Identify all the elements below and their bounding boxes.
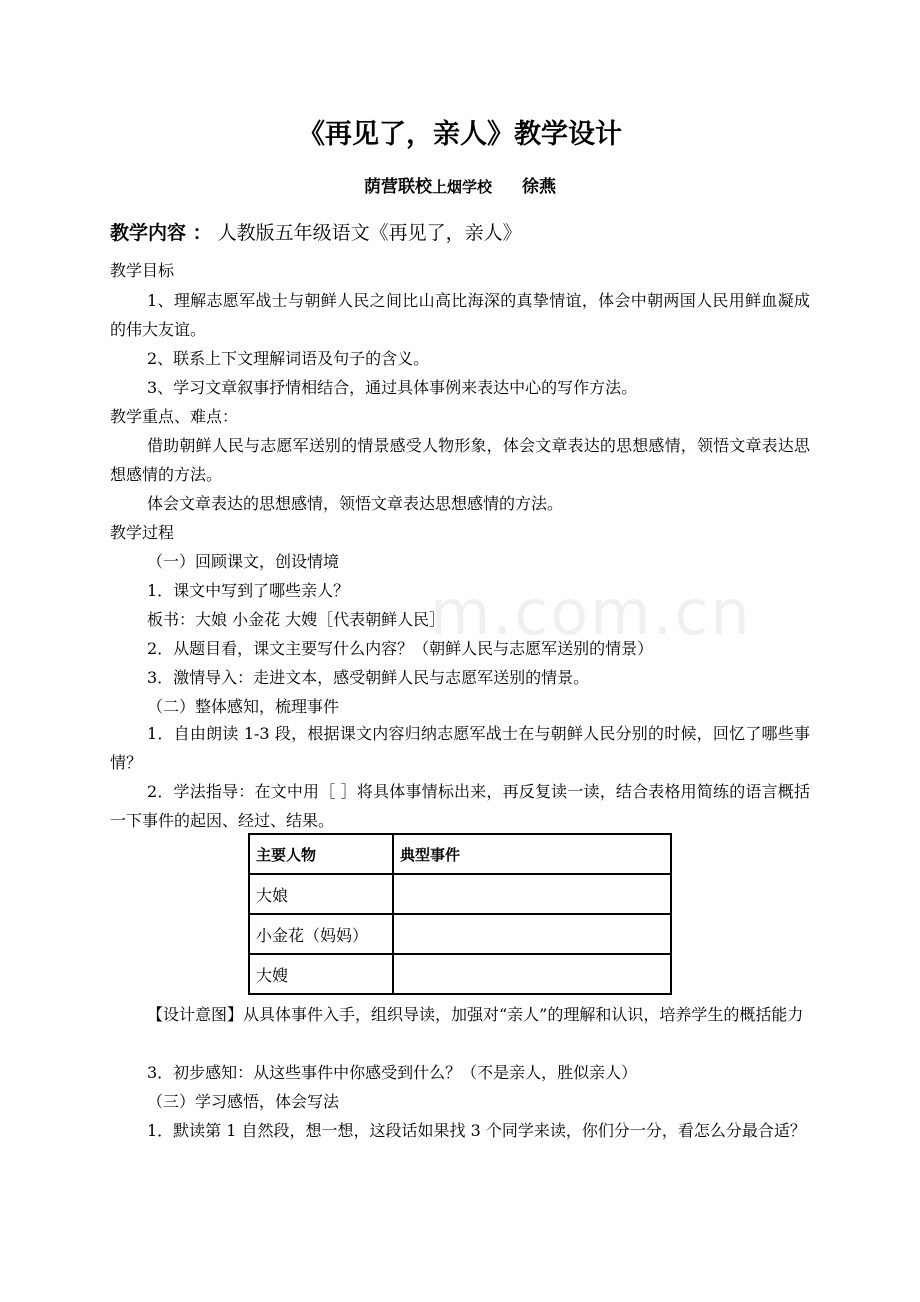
question-item: 2．学法指导：在文中用［ ］将具体事情标出来，再反复读一读，结合表格用简练的语言概括一下事件的起因、经过、结果。 [110, 782, 810, 830]
goals-heading: 教学目标 [110, 261, 175, 280]
table-header-cell: 主要人物 [249, 834, 393, 874]
table-cell [393, 954, 671, 994]
school-name: 上烟学校 [431, 178, 492, 196]
keypoints-heading: 教学重点、难点： [110, 407, 239, 426]
section-title: （二）整体感知，梳理事件 [147, 697, 340, 716]
question-item: 3．激情导入：走进文本，感受朝鲜人民与志愿军送别的情景。 [147, 668, 590, 687]
author-name: 徐燕 [522, 177, 556, 197]
process-heading: 教学过程 [110, 523, 175, 542]
keypoint-item: 体会文章表达的思想感情，领悟文章表达思想感情的方法。 [147, 494, 564, 513]
design-intent: 【设计意图】从具体事件入手，组织导读，加强对“亲人”的理解和认识，培养学生的概括能力 [147, 1005, 804, 1024]
goal-item: 3、学习文章叙事抒情相结合，通过具体事例来表达中心的写作方法。 [147, 378, 638, 397]
keypoint-item: 借助朝鲜人民与志愿军送别的情景感受人物形象，体会文章表达的思想感情，领悟文章表达思想感情的方法。 [110, 436, 810, 484]
question-item: 1．课文中写到了哪些亲人？ [147, 581, 350, 600]
table-header-cell: 典型事件 [393, 834, 671, 874]
table-cell: 大娘 [249, 874, 393, 914]
question-item: 1．自由朗读 1-3 段，根据课文内容归纳志愿军战士在与朝鲜人民分别的时候，回忆了哪些事情？ [110, 724, 810, 772]
author-line [0, 172, 920, 197]
watermark: m.com.cn [430, 576, 752, 649]
table-cell [393, 874, 671, 914]
table-cell [393, 914, 671, 954]
table-row [249, 954, 671, 994]
table-header-row [249, 834, 671, 874]
section-title: （一）回顾课文，创设情境 [147, 552, 340, 571]
document-title: 《再见了，亲人》教学设计 [298, 119, 622, 150]
blackboard-note: 板书：大娘 小金花 大嫂［代表朝鲜人民］ [147, 610, 446, 629]
teaching-content [110, 218, 522, 245]
table-cell: 小金花（妈妈） [249, 914, 393, 954]
goal-item: 2、联系上下文理解词语及句子的含义。 [147, 349, 430, 368]
table-row [249, 914, 671, 954]
events-table [248, 833, 672, 995]
teaching-content-label: 教学内容 ： [110, 222, 212, 244]
teaching-content-value: 人教版五年级语文《再见了，亲人》 [217, 222, 522, 244]
question-item: 3．初步感知：从这些事件中你感受到什么？（不是亲人，胜似亲人） [147, 1063, 638, 1082]
table-cell: 大嫂 [249, 954, 393, 994]
union-name: 荫营联校 [363, 177, 432, 197]
question-item: 2．从题目看，课文主要写什么内容？（朝鲜人民与志愿军送别的情景） [147, 639, 654, 658]
question-item: 1．默读第 1 自然段，想一想，这段话如果找 3 个同学来读，你们分一分，看怎么分最合适？ [147, 1121, 806, 1140]
goal-item: 1、理解志愿军战士与朝鲜人民之间比山高比海深的真挚情谊，体会中朝两国人民用鲜血凝成的伟大友谊。 [110, 291, 810, 339]
section-title: （三）学习感悟，体会写法 [147, 1092, 340, 1111]
table-row [249, 874, 671, 914]
